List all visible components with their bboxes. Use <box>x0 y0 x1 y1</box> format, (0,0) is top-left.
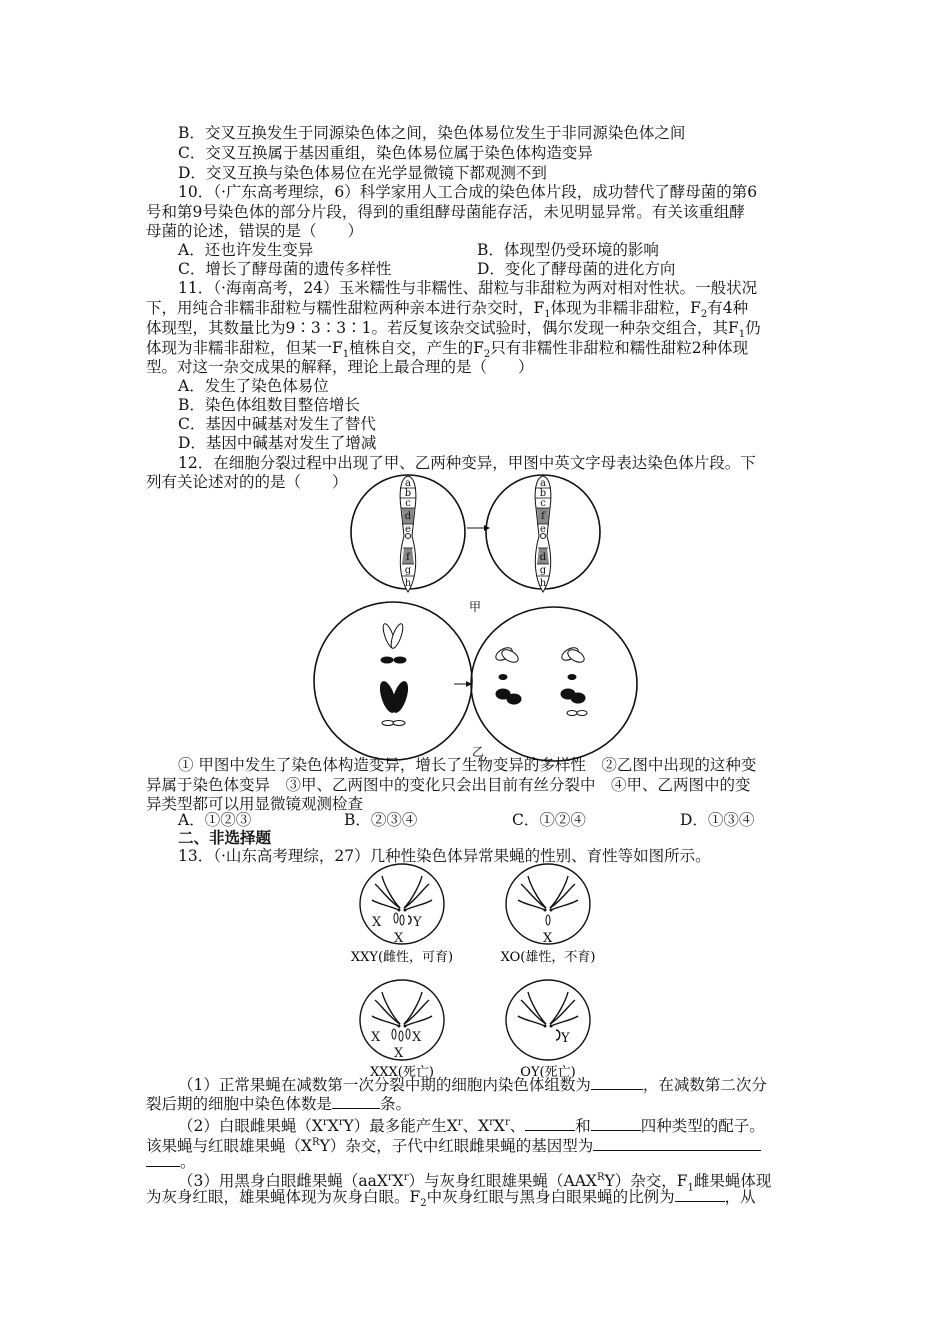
section-heading: 二、非选择题 <box>178 828 272 847</box>
q11-option-d: D．基因中碱基对发生了增减 <box>178 434 377 452</box>
q10-stem-2: 号和第9号染色体的部分片段，得到的重组酵母菌能存活，未见明显异常。有关该重组酵 <box>146 203 745 221</box>
q13-part1-line2: 裂后期的细胞中染色体数是 条。 <box>146 1095 412 1113</box>
q11-stem-5: 型。对这一杂交成果的解释，理论上最合理的是（ ） <box>146 358 534 376</box>
seg-l-4: e <box>405 524 411 535</box>
caption-xxx: XXX(死亡) <box>370 1065 434 1080</box>
cell-xo <box>506 864 590 946</box>
seg-r-3: f <box>541 511 545 522</box>
label-jia: 甲 <box>468 600 482 614</box>
cell-xxx <box>360 980 444 1061</box>
q10-option-d: D．变化了酵母菌的进化方向 <box>477 260 676 278</box>
cell-yi-left <box>314 602 472 760</box>
label-x-2: X <box>394 931 404 946</box>
q10-stem-1: 10．（·广东高考理综，6）科学家用人工合成的染色体片段，成功替代了酵母菌的第6 <box>178 183 758 201</box>
answer-blank[interactable] <box>146 1152 180 1167</box>
q11-stem-1: 11．（·海南高考，24）玉米糯性与非糯性、甜粒与非甜粒为两对相对性状。一般状况 <box>178 279 758 297</box>
q9-option-d: D．交叉互换与染色体易位在光学显微镜下都观测不到 <box>178 164 547 182</box>
label-yi: 乙 <box>471 745 485 759</box>
seg-l-3: d <box>404 511 412 522</box>
q13-part1-line1: （1）正常果蝇在减数第一次分裂中期的细胞内染色体组数为 ，在减数第二次分 <box>178 1076 767 1094</box>
chromosome-variation-figure <box>310 472 650 767</box>
seg-r-0: a <box>540 478 546 489</box>
q10-option-c: C．增长了酵母菌的遗传多样性 <box>178 260 392 278</box>
q11-stem-3: 体现型，其数量比为9∶3∶3∶1。若反复该杂交试验时，偶尔发现一种杂交组合，其$F_1$仍 <box>146 319 761 341</box>
q13-part2-line1: （2）白眼雌果蝇$(X^rX^rY)$最多能产生$X^r$、$X^rX^r$、 和 四种类型的配子。 <box>178 1117 765 1136</box>
q11-stem-2: 下，用纯合非糯非甜粒与糯性甜粒两种亲本进行杂交时，$F_1$体现为非糯非甜粒，$F_2$有4种 <box>146 299 749 321</box>
q10-option-b: B．体现型仍受环境的影响 <box>477 241 659 259</box>
caption-xo: XO(雄性，不育) <box>500 950 596 965</box>
seg-l-5: f <box>406 552 410 563</box>
q11-stem-4: 体现为非糯非甜粒，但某一$F_1$植株自交，产生的$F_2$只有非糯性非甜粒和糯性甜粒2种体现 <box>146 339 749 361</box>
seg-r-6: g <box>539 565 547 576</box>
label-y-1: Y <box>413 915 422 930</box>
q9-option-b: B．交叉互换发生于同源染色体之间，染色体易位发生于非同源染色体之间 <box>178 124 686 142</box>
q12-option-d: D．①③④ <box>680 811 755 829</box>
seg-r-5: d <box>539 552 547 563</box>
answer-blank[interactable] <box>593 1136 761 1151</box>
q13-part3-line1: （3）用黑身白眼雌果蝇$(aaX^rX^r)$与灰身红眼雄果蝇$(AAX^RY)$杂交，$F_1$雌果蝇体现 <box>178 1172 772 1194</box>
q12-statement-1: ① 甲图中发生了染色体构造变异，增长了生物变异的多样性 ②乙图中出现的这种变 <box>178 756 757 774</box>
q13-stem: 13．（·山东高考理综，27）几种性染色体异常果蝇的性别、育性等如图所示。 <box>178 847 711 865</box>
q12-option-c: C．①②④ <box>512 811 586 829</box>
q12-stem-1: 12．在细胞分裂过程中出现了甲、乙两种变异，甲图中英文字母表达染色体片段。下 <box>178 454 756 472</box>
seg-r-2: c <box>540 498 546 509</box>
q11-option-c: C．基因中碱基对发生了替代 <box>178 415 376 433</box>
cell-xxy <box>360 864 444 946</box>
answer-blank[interactable] <box>525 1116 575 1131</box>
label-x-1: X <box>372 915 382 930</box>
label-x-3: X <box>543 931 553 946</box>
seg-l-0: a <box>405 478 411 489</box>
chromosomes-yi-left <box>377 622 410 725</box>
seg-l-1: b <box>404 488 412 499</box>
seg-l-2: c <box>405 498 411 509</box>
label-x-6: X <box>394 1046 404 1061</box>
q13-part2-line3: 。 <box>146 1152 196 1172</box>
q13-part2-line2: 该果蝇与红眼雄果蝇$(X^RY)$杂交，子代中红眼雌果蝇的基因型为 <box>146 1133 761 1156</box>
fruit-fly-karyotype-figure <box>350 862 610 1080</box>
q11-option-a: A．发生了染色体易位 <box>178 377 329 395</box>
q12-stem-2: 列有关论述对的的是（ ） <box>146 473 348 491</box>
answer-blank[interactable] <box>591 1075 643 1090</box>
q12-statement-2: 异属于染色体变异 ③甲、乙两图中的变化只会出目前有丝分裂中 ④甲、乙两图中的变 <box>146 776 751 794</box>
seg-r-4: e <box>540 524 546 535</box>
q11-option-b: B．染色体组数目整倍增长 <box>178 396 360 414</box>
q12-option-a: A．①②③ <box>178 811 252 829</box>
cell-oy <box>506 980 590 1060</box>
chromosomes-yi-right <box>494 645 587 715</box>
label-y-2: Y <box>561 1031 570 1046</box>
answer-blank[interactable] <box>332 1094 380 1109</box>
seg-l-6: g <box>404 565 412 576</box>
answer-blank[interactable] <box>675 1187 725 1202</box>
caption-xxy: XXY(雌性，可育) <box>350 950 454 965</box>
q9-option-c: C．交叉互换属于基因重组，染色体易位属于染色体构造变异 <box>178 144 593 162</box>
cell-yi-right <box>471 607 637 761</box>
label-x-5: X <box>412 1030 422 1045</box>
q12-option-b: B．②③④ <box>344 811 418 829</box>
seg-l-7: h <box>404 578 412 589</box>
answer-blank[interactable] <box>591 1116 641 1131</box>
seg-r-1: b <box>539 488 547 499</box>
q10-stem-3: 母菌的论述，错误的是（ ） <box>146 222 364 240</box>
q12-statement-3: 异类型都可以用显微镜观测检查 <box>146 795 364 813</box>
seg-r-7: h <box>539 578 547 589</box>
q13-part3-line2: 为灰身红眼，雄果蝇体现为灰身白眼。$F_2$中灰身红眼与黑身白眼果蝇的比例为 ，从 <box>146 1188 756 1210</box>
label-x-4: X <box>371 1030 381 1045</box>
caption-oy: OY(死亡) <box>520 1065 576 1080</box>
q10-option-a: A．还也许发生变异 <box>178 241 314 259</box>
